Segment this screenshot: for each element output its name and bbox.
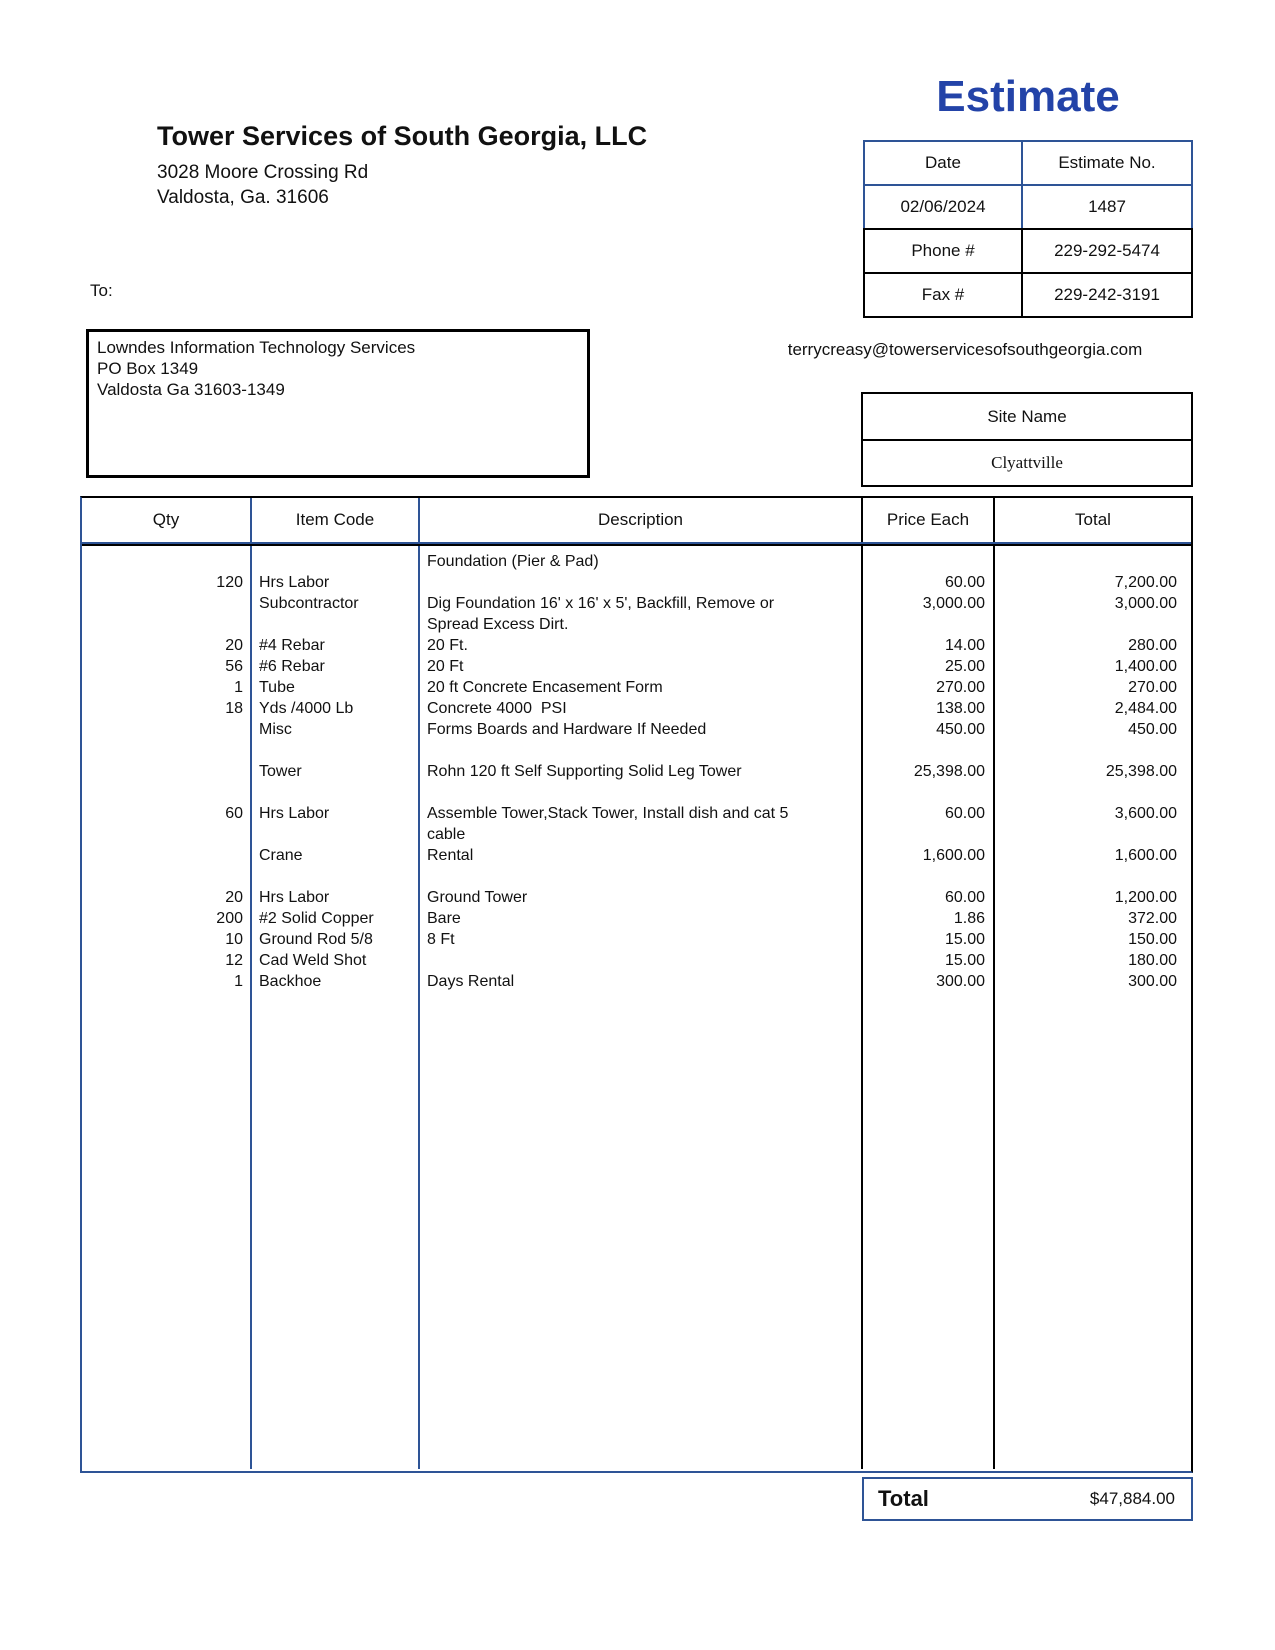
date-value: 02/06/2024	[865, 186, 1023, 228]
line-cell-d	[420, 866, 861, 887]
total-column	[995, 546, 1191, 1469]
line-cell-d: Dig Foundation 16' x 16' x 5', Backfill, Remove or	[427, 595, 775, 612]
line-cell-d: 20 ft Concrete Encasement Form	[427, 679, 663, 696]
line-cell-t: 3,600.00	[1114, 805, 1177, 822]
line-cell-q	[82, 551, 250, 572]
phone-label: Phone #	[865, 230, 1023, 272]
line-cell-t	[995, 782, 1191, 803]
grand-total-label: Total	[878, 1486, 929, 1511]
line-cell-c: Cad Weld Shot	[259, 952, 367, 969]
table-body	[82, 544, 1191, 1469]
price-each-column-header: Price Each	[863, 498, 995, 542]
line-cell-q	[82, 761, 250, 782]
line-cell-d	[420, 950, 861, 971]
line-cell-q: 120	[216, 574, 243, 591]
line-cell-d: 20 Ft	[427, 658, 464, 675]
line-cell-t: 180.00	[1128, 952, 1177, 969]
line-cell-t: 280.00	[1128, 637, 1177, 654]
line-cell-p: 1,600.00	[922, 847, 985, 864]
line-cell-t: 1,600.00	[1114, 847, 1177, 864]
line-cell-q: 20	[225, 637, 243, 654]
line-cell-c: Subcontractor	[259, 595, 359, 612]
line-cell-c: #4 Rebar	[259, 637, 325, 654]
line-cell-d: Assemble Tower,Stack Tower, Install dish and cat 5	[427, 805, 789, 822]
line-items-table	[80, 496, 1193, 1473]
line-cell-c	[252, 551, 418, 572]
line-cell-d: cable	[427, 826, 466, 843]
estimate-no-label: Estimate No.	[1058, 153, 1156, 172]
line-cell-p: 3,000.00	[922, 595, 985, 612]
line-cell-p	[863, 614, 993, 635]
line-cell-d: Rental	[427, 847, 474, 864]
line-cell-t	[995, 866, 1191, 887]
line-cell-d	[420, 782, 861, 803]
line-cell-t: 1,400.00	[1114, 658, 1177, 675]
line-cell-d: Concrete 4000 PSI	[427, 700, 567, 717]
line-cell-t: 1,200.00	[1114, 889, 1177, 906]
line-cell-c: Ground Rod 5/8	[259, 931, 373, 948]
recipient-line: Lowndes Information Technology Services	[97, 338, 416, 357]
site-name-value: Clyattville	[991, 453, 1063, 472]
line-cell-c: Hrs Labor	[259, 805, 330, 822]
line-cell-q	[82, 782, 250, 803]
fax-row	[863, 272, 1193, 318]
line-cell-q: 56	[225, 658, 243, 675]
item-code-column	[252, 546, 420, 1469]
line-cell-p: 14.00	[944, 637, 985, 654]
line-cell-t: 3,000.00	[1114, 595, 1177, 612]
to-label: To:	[90, 281, 113, 300]
price-each-column	[863, 546, 995, 1469]
grand-total-value: $47,884.00	[1089, 1489, 1175, 1508]
line-cell-p	[863, 782, 993, 803]
site-name-label: Site Name	[863, 394, 1191, 441]
line-cell-p: 60.00	[944, 889, 985, 906]
line-cell-p: 300.00	[936, 973, 985, 990]
line-cell-p: 15.00	[944, 952, 985, 969]
line-cell-t: 7,200.00	[1114, 574, 1177, 591]
line-cell-q	[82, 845, 250, 866]
recipient-line: Valdosta Ga 31603-1349	[97, 380, 285, 399]
line-cell-d	[420, 740, 861, 761]
line-cell-d: Days Rental	[427, 973, 515, 990]
line-cell-p: 138.00	[936, 700, 985, 717]
line-cell-p: 25.00	[944, 658, 985, 675]
line-cell-p: 60.00	[944, 574, 985, 591]
line-cell-q: 20	[225, 889, 243, 906]
fax-label: Fax #	[865, 274, 1023, 316]
table-header-row	[82, 498, 1191, 544]
qty-column-header: Qty	[82, 498, 252, 542]
line-cell-c: Hrs Labor	[259, 889, 330, 906]
recipient-address-box	[86, 329, 590, 478]
line-cell-q: 1	[234, 679, 243, 696]
line-cell-d: Ground Tower	[427, 889, 528, 906]
fax-value: 229-242-3191	[1054, 285, 1160, 304]
line-cell-p: 1.86	[953, 910, 985, 927]
phone-row	[863, 228, 1193, 274]
document-title: Estimate	[936, 72, 1120, 121]
line-cell-q	[82, 614, 250, 635]
grand-total-box	[862, 1477, 1193, 1521]
line-cell-p	[863, 866, 993, 887]
meta-value-row	[863, 184, 1193, 230]
description-column	[420, 546, 863, 1469]
line-cell-c	[252, 740, 418, 761]
line-cell-t	[995, 740, 1191, 761]
line-cell-t: 300.00	[1128, 973, 1177, 990]
line-cell-q	[82, 719, 250, 740]
line-cell-t: 2,484.00	[1114, 700, 1177, 717]
company-email: terrycreasy@towerservicesofsouthgeorgia.com	[787, 340, 1143, 359]
line-cell-c: Backhoe	[259, 973, 322, 990]
line-cell-q: 10	[225, 931, 243, 948]
line-cell-p: 25,398.00	[913, 763, 985, 780]
line-cell-c: Hrs Labor	[259, 574, 330, 591]
line-cell-q	[82, 593, 250, 614]
line-cell-t	[995, 824, 1191, 845]
line-cell-c	[252, 782, 418, 803]
recipient-line: PO Box 1349	[97, 359, 199, 378]
line-cell-d: Rohn 120 ft Self Supporting Solid Leg Tower	[427, 763, 742, 780]
line-cell-c: #6 Rebar	[259, 658, 325, 675]
line-cell-q: 60	[225, 805, 243, 822]
line-cell-t	[995, 614, 1191, 635]
line-cell-c	[252, 824, 418, 845]
description-column-header: Description	[420, 498, 863, 542]
line-cell-q	[82, 740, 250, 761]
line-cell-p: 15.00	[944, 931, 985, 948]
line-cell-p	[863, 740, 993, 761]
company-address-line1: 3028 Moore Crossing Rd	[157, 162, 369, 183]
line-cell-t	[995, 551, 1191, 572]
line-cell-q	[82, 866, 250, 887]
line-cell-q: 1	[234, 973, 243, 990]
line-cell-p: 450.00	[936, 721, 985, 738]
line-cell-c	[252, 614, 418, 635]
line-cell-c: Tower	[259, 763, 302, 780]
line-cell-d: Spread Excess Dirt.	[427, 616, 569, 633]
line-cell-p: 270.00	[936, 679, 985, 696]
company-name: Tower Services of South Georgia, LLC	[157, 121, 648, 151]
line-cell-c: #2 Solid Copper	[259, 910, 374, 927]
line-cell-q: 200	[216, 910, 243, 927]
line-cell-t: 25,398.00	[1105, 763, 1177, 780]
line-cell-q: 18	[225, 700, 243, 717]
line-cell-t: 450.00	[1128, 721, 1177, 738]
line-cell-d: Bare	[427, 910, 461, 927]
total-column-header: Total	[1075, 510, 1111, 529]
line-cell-d	[420, 572, 861, 593]
line-cell-c: Yds /4000 Lb	[259, 700, 354, 717]
line-cell-d: 20 Ft.	[427, 637, 468, 654]
date-label: Date	[865, 142, 1023, 184]
line-cell-q: 12	[225, 952, 243, 969]
line-cell-t: 150.00	[1128, 931, 1177, 948]
line-cell-p	[863, 551, 993, 572]
meta-table	[863, 140, 1193, 318]
item-code-column-header: Item Code	[252, 498, 420, 542]
qty-column	[82, 546, 252, 1469]
line-cell-p	[863, 824, 993, 845]
meta-header-row	[863, 140, 1193, 186]
line-cell-c	[252, 866, 418, 887]
line-cell-t: 372.00	[1128, 910, 1177, 927]
line-cell-d: Foundation (Pier & Pad)	[427, 553, 599, 570]
line-cell-q	[82, 824, 250, 845]
line-cell-p: 60.00	[944, 805, 985, 822]
line-cell-c: Misc	[259, 721, 292, 738]
line-cell-d: 8 Ft	[427, 931, 455, 948]
estimate-no-value: 1487	[1088, 197, 1126, 216]
line-cell-t: 270.00	[1128, 679, 1177, 696]
line-cell-c: Crane	[259, 847, 303, 864]
site-name-box	[861, 392, 1193, 487]
phone-value: 229-292-5474	[1054, 241, 1160, 260]
line-cell-c: Tube	[259, 679, 295, 696]
line-cell-d: Forms Boards and Hardware If Needed	[427, 721, 707, 738]
company-address-line2: Valdosta, Ga. 31606	[157, 187, 329, 208]
